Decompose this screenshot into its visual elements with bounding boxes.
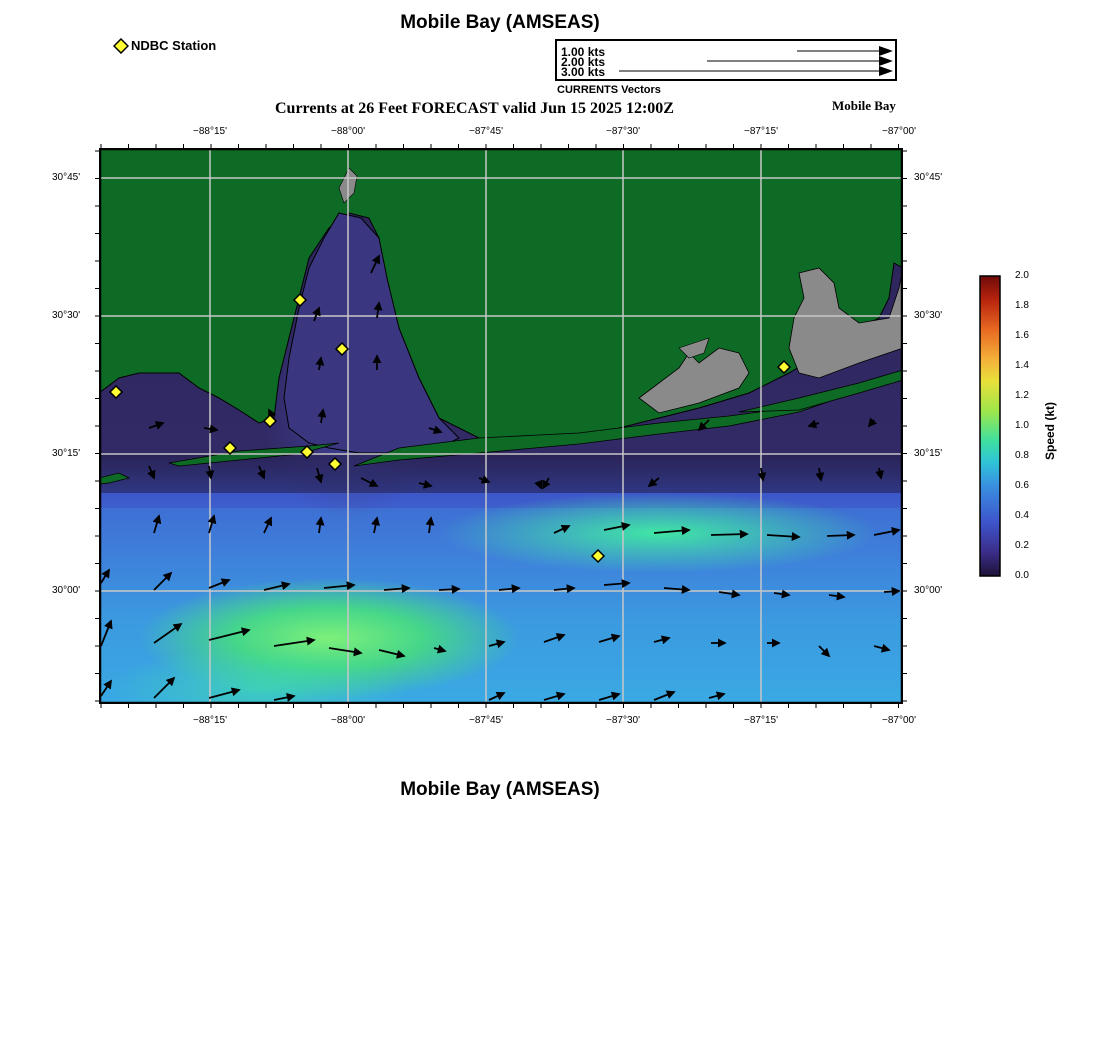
colorbar-tick: 0.0 [1015,570,1029,581]
x-tick-top: −87°45' [469,126,503,137]
x-tick-bottom: −87°30' [606,715,640,726]
y-tick-left: 30°30' [52,310,81,321]
x-tick-bottom: −87°00' [882,715,916,726]
station-legend-label: NDBC Station [131,38,217,53]
station-legend [113,37,273,55]
colorbar-tick: 0.8 [1015,450,1029,461]
colorbar-tick: 0.4 [1015,510,1029,521]
colorbar-tick: 1.2 [1015,390,1029,401]
y-tick-right: 30°45' [914,172,943,183]
y-tick-left: 30°45' [52,172,81,183]
y-tick-right: 30°30' [914,310,943,321]
frame-minor-ticks [91,140,911,712]
colorbar-tick: 0.2 [1015,540,1029,551]
speed-colorbar [978,274,1004,578]
x-tick-top: −87°15' [744,126,778,137]
region-label: Mobile Bay [832,98,896,113]
x-tick-top: −88°15' [193,126,227,137]
vector-key-label-3: 3.00 kts [561,65,606,79]
colorbar-tick: 1.6 [1015,330,1029,341]
colorbar-tick: 0.6 [1015,480,1029,491]
vector-key-caption: CURRENTS Vectors [557,84,661,96]
diamond-icon [113,38,129,54]
x-tick-bottom: −88°15' [193,715,227,726]
y-tick-right: 30°00' [914,585,943,596]
x-tick-bottom: −87°15' [744,715,778,726]
x-tick-top: −87°30' [606,126,640,137]
y-tick-left: 30°00' [52,585,81,596]
x-tick-top: −87°00' [882,126,916,137]
vector-key-label-2: 2.00 kts [561,55,606,69]
colorbar-title: Speed (kt) [1043,401,1057,460]
x-tick-bottom: −88°00' [331,715,365,726]
page-title: Mobile Bay (AMSEAS) [400,12,600,33]
colorbar-tick: 1.0 [1015,420,1029,431]
map-subtitle: Currents at 26 Feet FORECAST valid Jun 15 2025 12:00Z [275,100,674,117]
x-tick-top: −88°00' [331,126,365,137]
x-tick-bottom: −87°45' [469,715,503,726]
colorbar-tick: 1.4 [1015,360,1029,371]
y-tick-right: 30°15' [914,448,943,459]
footer-title: Mobile Bay (AMSEAS) [400,779,600,800]
colorbar-tick: 2.0 [1015,270,1029,281]
vector-key [555,39,897,81]
colorbar-tick: 1.8 [1015,300,1029,311]
vector-key-label-1: 1.00 kts [561,45,606,59]
y-tick-left: 30°15' [52,448,81,459]
vector-key-arrows [557,41,895,79]
